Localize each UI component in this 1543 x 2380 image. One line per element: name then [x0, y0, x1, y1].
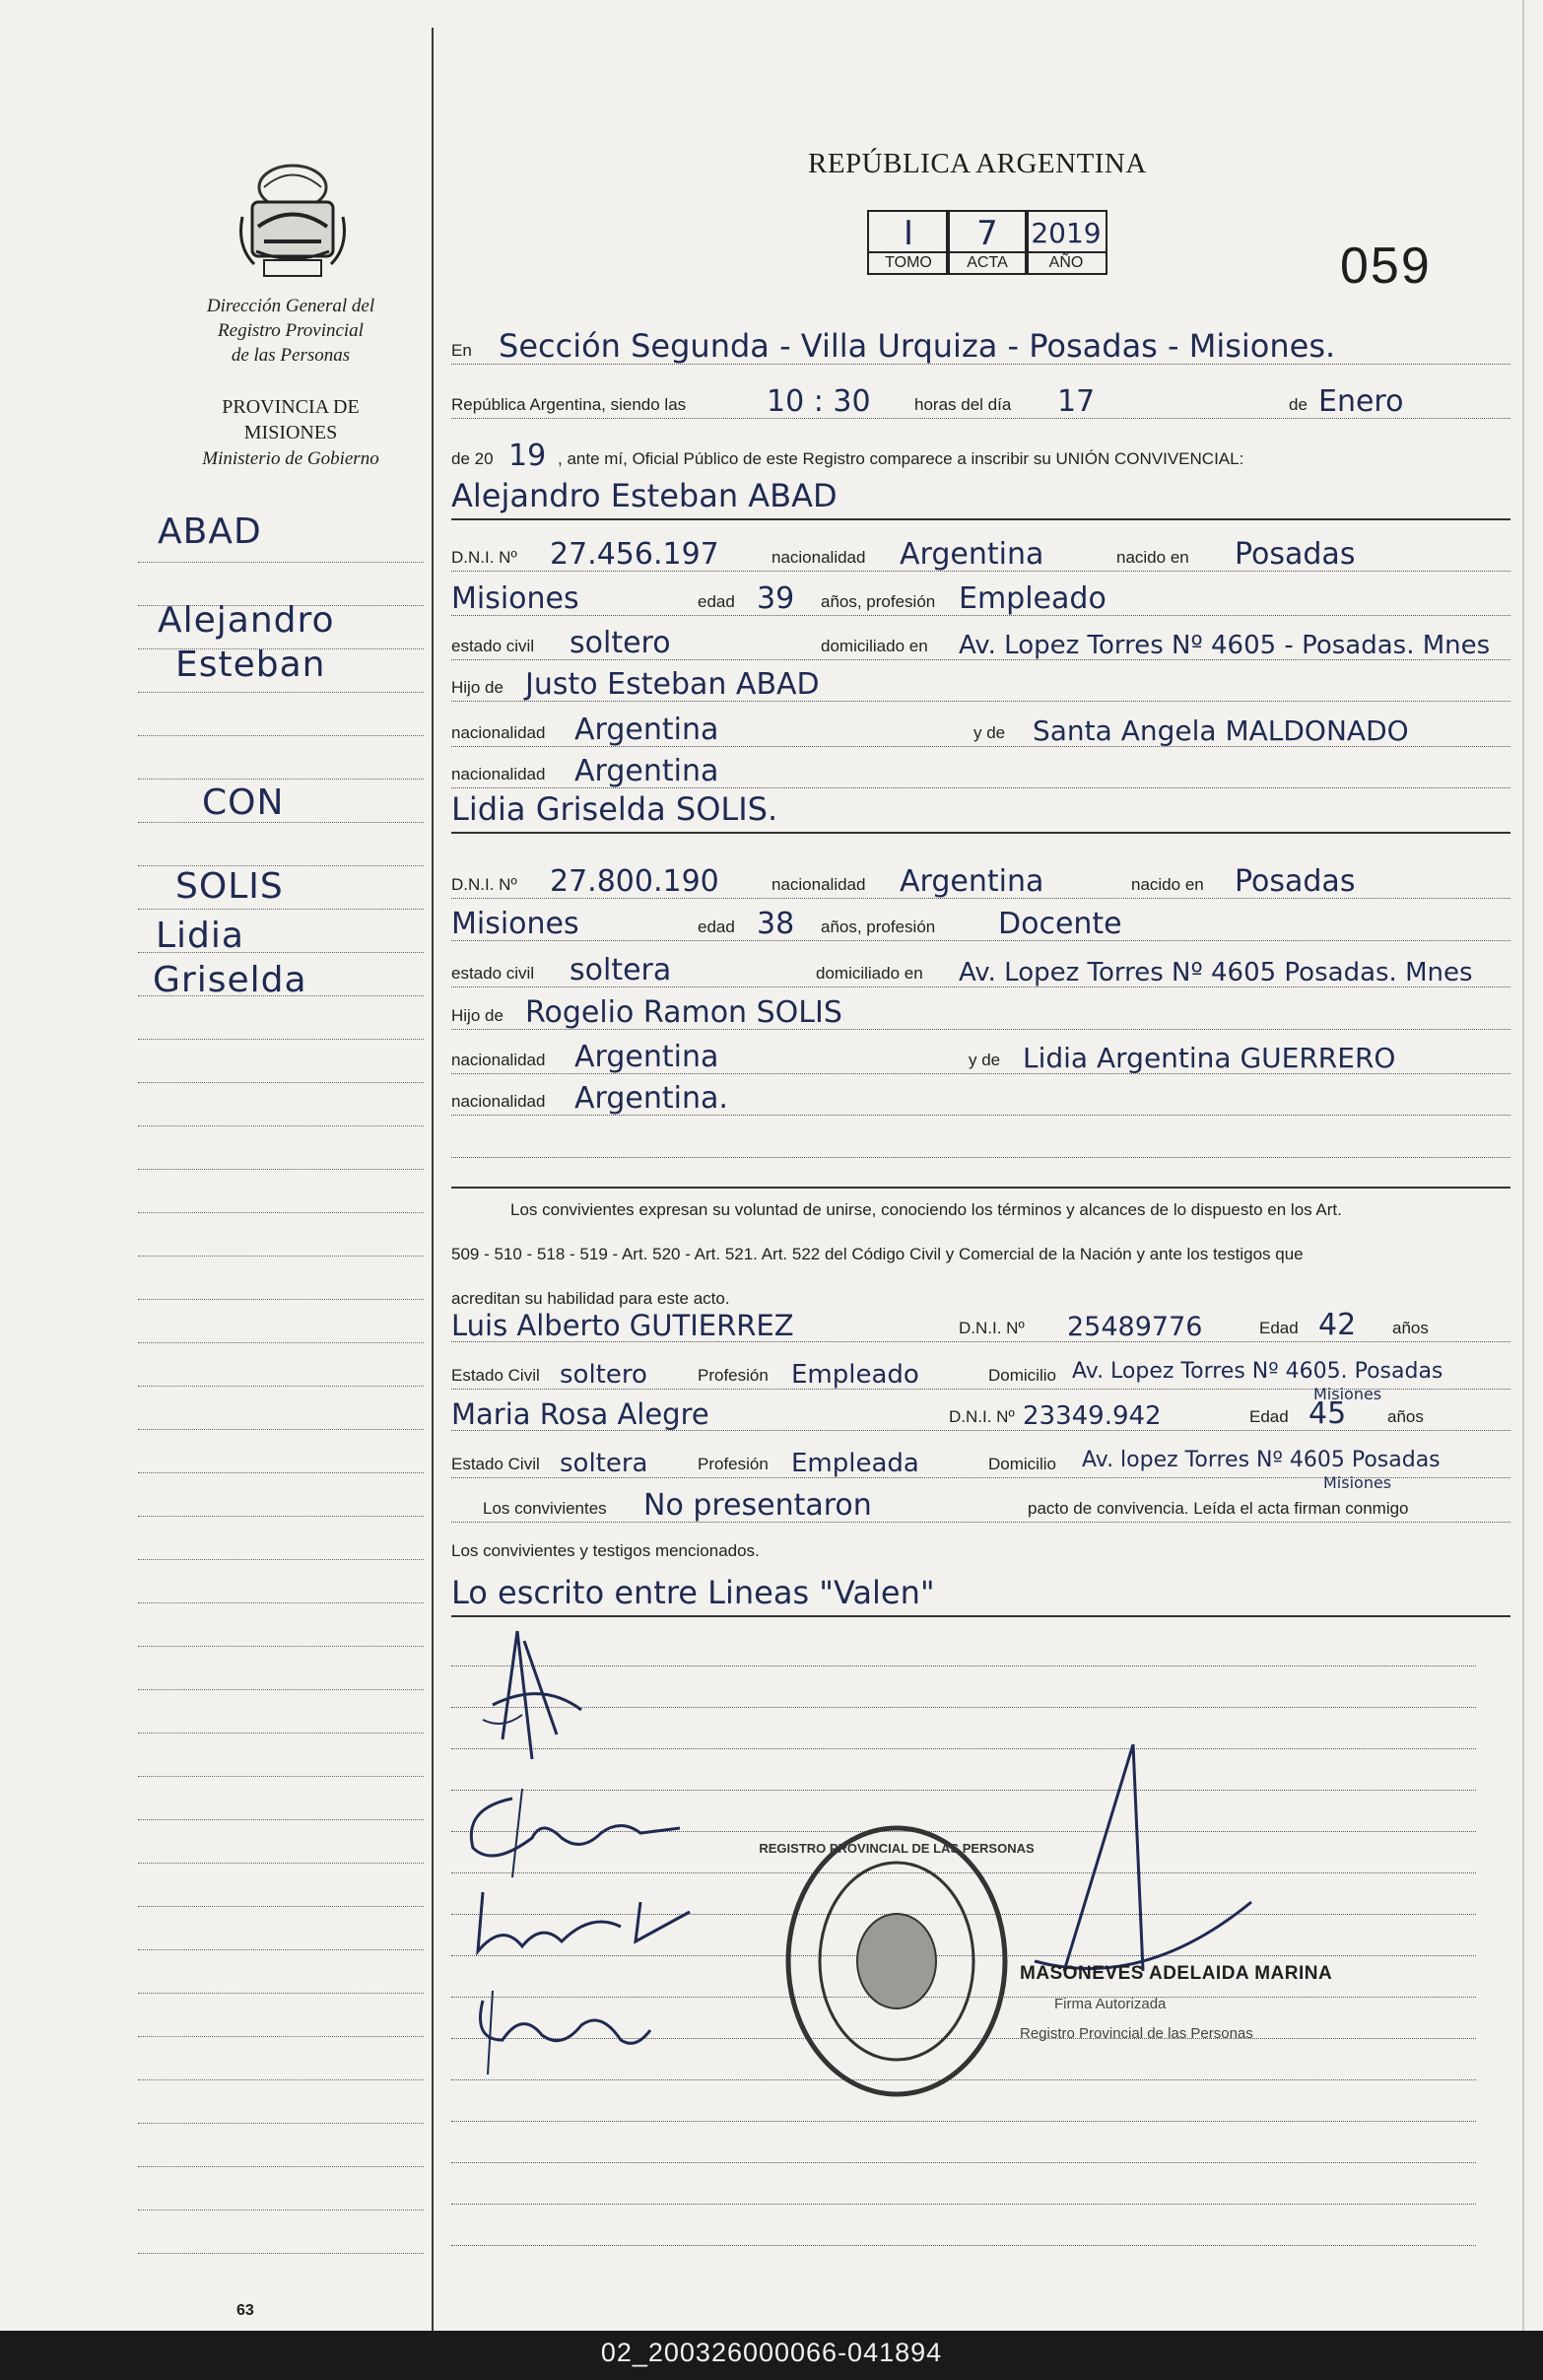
row-p1-edad [451, 577, 1510, 622]
w2-domicilio-2: Misiones [1323, 1473, 1392, 1492]
p1-nac-label: nacionalidad [772, 548, 866, 567]
p1-nacido-2: Misiones [451, 581, 579, 616]
sidebar-rule [138, 1386, 424, 1387]
row-p2-estado [451, 948, 1510, 993]
p1-nacido: Posadas [1235, 537, 1356, 572]
p2-nombre: Lidia Griselda SOLIS. [451, 790, 778, 828]
seccion-value: Sección Segunda - Villa Urquiza - Posadas - Misiones. [499, 327, 1336, 365]
row-w1-nombre [451, 1303, 1510, 1348]
signature-official [463, 1621, 601, 1769]
row-hora [451, 379, 1510, 425]
w1-nombre: Luis Alberto GUTIERREZ [451, 1309, 794, 1342]
sidebar-rule [138, 1169, 424, 1170]
sidebar-rule [138, 562, 424, 563]
office-line-3: de las Personas [231, 345, 351, 366]
signature-conviviente-2 [463, 1882, 700, 1971]
province-line-1: PROVINCIA DE [222, 396, 360, 418]
declaration-line-3: acreditan su habilidad para este acto. [451, 1289, 730, 1308]
main-rule [451, 2245, 1476, 2246]
p1-nac: Argentina [900, 537, 1044, 572]
p1-domicilio-label: domiciliado en [821, 637, 928, 655]
pacto-tail: pacto de convivencia. Leída el acta firman conmigo [1028, 1499, 1409, 1518]
anio-written: 19 [508, 439, 547, 473]
page-number: 63 [236, 2302, 254, 2319]
sidebar-rule [138, 1516, 424, 1517]
sidebar-rule [138, 2079, 424, 2080]
w2-profesion-label: Profesión [698, 1455, 769, 1473]
row-p1-madre [451, 708, 1510, 753]
seal-text: REGISTRO PROVINCIAL DE LAS PERSONAS [759, 1841, 1035, 1856]
sidebar-rule [138, 2036, 424, 2037]
acta-value: 7 [976, 214, 998, 253]
p2-hijo-label: Hijo de [451, 1006, 503, 1025]
p2-edad: 38 [757, 907, 795, 941]
row-w1-estado [451, 1350, 1510, 1403]
w1-domicilio-2: Misiones [1313, 1385, 1382, 1403]
p2-padre-nac-label: nacionalidad [451, 1051, 546, 1069]
sidebar-surname-1: ABAD [158, 511, 262, 552]
intro-text: , ante mí, Oficial Público de este Registro comparece a inscribir su UNIÓN CONVIVENCIAL: [558, 449, 1244, 468]
sidebar-given-2b: Griselda [153, 960, 307, 1000]
province-block [158, 394, 424, 472]
sidebar-rule [138, 2253, 424, 2254]
office-name [158, 294, 424, 368]
sidebar-rule [138, 1125, 424, 1126]
row-p2-nombre [451, 788, 1510, 834]
row-p2-madre-nac [451, 1076, 1510, 1122]
p1-padre: Justo Esteban ABAD [525, 667, 820, 702]
sidebar-rule [138, 735, 424, 736]
w1-edad: 42 [1318, 1308, 1357, 1342]
sidebar-connector: CON [202, 782, 285, 823]
p1-hijo-label: Hijo de [451, 678, 503, 697]
signer-office: Registro Provincial de las Personas [1020, 2025, 1253, 2042]
w1-estado-label: Estado Civil [451, 1366, 540, 1385]
folio-number: 059 [1340, 238, 1432, 295]
row-p2-padre [451, 990, 1510, 1036]
tomo-value: I [903, 214, 914, 253]
sidebar-rule [138, 909, 424, 910]
page-edge [1522, 0, 1524, 2331]
anio-box [1025, 210, 1107, 275]
siendo-label: República Argentina, siendo las [451, 395, 687, 414]
p2-domicilio-label: domiciliado en [816, 964, 923, 983]
p2-profesion: Docente [998, 907, 1122, 941]
w1-edad-label: Edad [1259, 1319, 1299, 1337]
sidebar-rule [138, 1429, 424, 1430]
w2-estado: soltera [560, 1449, 648, 1478]
p1-dni: 27.456.197 [550, 537, 719, 572]
p1-edad-label: edad [698, 592, 735, 611]
w1-dni-label: D.N.I. Nº [959, 1319, 1025, 1337]
sidebar-ruled-lines [138, 562, 424, 2306]
p2-dni: 27.800.190 [550, 864, 719, 899]
sidebar-rule [138, 1472, 424, 1473]
p2-madre-nac-label: nacionalidad [451, 1092, 546, 1111]
p2-padre: Rogelio Ramon SOLIS [525, 995, 842, 1030]
p2-domicilio: Av. Lopez Torres Nº 4605 Posadas. Mnes [959, 958, 1473, 987]
nota-value: Lo escrito entre Lineas "Valen" [451, 1574, 935, 1611]
w2-dni-label: D.N.I. Nº [949, 1407, 1015, 1426]
signature-testigo [463, 1981, 660, 2079]
sidebar-rule [138, 1082, 424, 1083]
w1-profesion: Empleado [791, 1360, 919, 1390]
tomo-label: TOMO [869, 251, 948, 273]
sidebar-given-1b: Esteban [175, 645, 326, 685]
p2-nac: Argentina [900, 864, 1044, 899]
p1-nombre: Alejandro Esteban ABAD [451, 477, 838, 514]
sidebar-given-1a: Alejandro [158, 600, 335, 641]
sidebar-rule [138, 1342, 424, 1343]
anio-label: AÑO [1027, 251, 1106, 273]
sidebar-rule [138, 2166, 424, 2167]
signature-conviviente-1 [453, 1779, 709, 1887]
w2-edad: 45 [1308, 1396, 1347, 1431]
row-pacto [451, 1483, 1510, 1529]
sidebar-rule [138, 1256, 424, 1257]
row-seccion [451, 325, 1510, 371]
en-label: En [451, 341, 472, 360]
ministry-name: Ministerio de Gobierno [202, 448, 379, 469]
office-line-2: Registro Provincial [218, 320, 364, 341]
w1-dni: 25489776 [1067, 1312, 1203, 1342]
p2-nacido: Posadas [1235, 864, 1356, 899]
row-w2-nombre [451, 1392, 1510, 1437]
sidebar-rule [138, 1949, 424, 1950]
closing-line-2: Los convivientes y testigos mencionados. [451, 1541, 760, 1560]
sidebar-given-2a: Lidia [156, 916, 244, 956]
row-nota [451, 1572, 1510, 1617]
margin-rule [432, 28, 434, 2331]
horas-label: horas del día [914, 395, 1012, 414]
row-p1-padre [451, 662, 1510, 708]
sidebar-rule [138, 1602, 424, 1603]
acta-label: ACTA [948, 251, 1027, 273]
row-blank-2 [451, 1143, 1510, 1189]
p1-dni-label: D.N.I. Nº [451, 548, 517, 567]
sidebar-surname-2: SOLIS [175, 866, 284, 907]
declaration-line-2: 509 - 510 - 518 - 519 - Art. 520 - Art. 521. Art. 522 del Código Civil y Comercial de la Nación y ante los testigos que [451, 1245, 1304, 1263]
p1-madre-nac: Argentina [574, 754, 719, 788]
main-rule [451, 2204, 1476, 2205]
sidebar-rule [138, 1863, 424, 1864]
p1-nacido-label: nacido en [1116, 548, 1189, 567]
sidebar-rule [138, 2123, 424, 2124]
row-p2-dni [451, 859, 1510, 905]
sidebar-rule [138, 1776, 424, 1777]
p2-estado: soltera [570, 953, 672, 987]
sidebar-rule [138, 1819, 424, 1820]
row-p2-edad [451, 902, 1510, 947]
provincial-crest-icon [235, 158, 351, 281]
p1-padre-nac: Argentina [574, 713, 719, 747]
sidebar-rule [138, 692, 424, 693]
row-w2-estado [451, 1439, 1510, 1492]
p1-domicilio: Av. Lopez Torres Nº 4605 - Posadas. Mnes [959, 631, 1491, 660]
tomo-box [867, 210, 950, 275]
w2-edad-label: Edad [1249, 1407, 1289, 1426]
sidebar-rule [138, 1039, 424, 1040]
pacto-value: No presentaron [643, 1488, 872, 1523]
row-p2-madre [451, 1035, 1510, 1080]
main-rule [451, 2121, 1476, 2122]
sidebar-rule [138, 1689, 424, 1690]
row-anio [451, 434, 1510, 479]
p1-madre-nac-label: nacionalidad [451, 765, 546, 783]
sidebar-rule [138, 1906, 424, 1907]
de20-label: de 20 [451, 449, 494, 468]
p2-estado-label: estado civil [451, 964, 535, 983]
w2-estado-label: Estado Civil [451, 1455, 540, 1473]
p2-madre-nac: Argentina. [574, 1081, 728, 1116]
sidebar-rule [138, 1993, 424, 1994]
declaration-line-1: Los convivientes expresan su voluntad de unirse, conociendo los términos y alcances de lo dispuesto en los Art. [510, 1200, 1342, 1219]
mes-value: Enero [1318, 384, 1404, 419]
p1-y-de-label: y de [973, 723, 1006, 742]
sidebar-rule [138, 1559, 424, 1560]
sidebar-rule [138, 1299, 424, 1300]
w1-profesion-label: Profesión [698, 1366, 769, 1385]
document-code: 02_200326000066-041894 [600, 2338, 943, 2367]
row-p1-nombre [451, 475, 1510, 520]
main-rule [451, 1748, 1476, 1749]
row-p1-dni [451, 532, 1510, 578]
w2-anios-label: años [1387, 1407, 1424, 1426]
dia-value: 17 [1057, 384, 1096, 419]
p2-nac-label: nacionalidad [772, 875, 866, 894]
convivientes-label: Los convivientes [483, 1499, 607, 1518]
province-line-2: MISIONES [243, 422, 338, 443]
p2-madre: Lidia Argentina GUERRERO [1023, 1042, 1396, 1074]
p2-y-de-label: y de [969, 1051, 1001, 1069]
de-mes-label: de [1289, 395, 1308, 414]
p1-estado-label: estado civil [451, 637, 535, 655]
p1-padre-nac-label: nacionalidad [451, 723, 546, 742]
row-closing-2 [451, 1526, 1510, 1571]
w2-domicilio: Av. lopez Torres Nº 4605 Posadas [1082, 1448, 1441, 1472]
office-line-1: Dirección General del [206, 296, 375, 316]
sidebar-rule [138, 779, 424, 780]
main-rule [451, 1707, 1476, 1708]
p1-edad: 39 [757, 581, 795, 616]
sidebar-rule [138, 1212, 424, 1213]
p2-profesion-label: años, profesión [821, 918, 936, 936]
signer-name: MASONEVES ADELAIDA MARINA [1020, 1963, 1333, 1984]
p1-estado: soltero [570, 626, 671, 660]
signer-role: Firma Autorizada [1054, 1996, 1167, 2012]
declaration-text [451, 1188, 1510, 1321]
p2-nacido-2: Misiones [451, 907, 579, 941]
sidebar-rule [138, 1646, 424, 1647]
w1-domicilio: Av. Lopez Torres Nº 4605. Posadas [1072, 1359, 1443, 1384]
sidebar-rule [138, 1733, 424, 1734]
p2-edad-label: edad [698, 918, 735, 936]
w2-profesion: Empleada [791, 1449, 919, 1478]
w1-estado: soltero [560, 1360, 647, 1390]
acta-box [946, 210, 1029, 275]
w1-anios-label: años [1392, 1319, 1429, 1337]
official-seal-icon [759, 1823, 1035, 2099]
p2-nacido-label: nacido en [1131, 875, 1204, 894]
country-heading: REPÚBLICA ARGENTINA [808, 148, 1147, 179]
p1-profesion-label: años, profesión [821, 592, 936, 611]
p1-madre: Santa Angela MALDONADO [1033, 714, 1409, 747]
w2-domicilio-label: Domicilio [988, 1455, 1056, 1473]
w1-domicilio-label: Domicilio [988, 1366, 1056, 1385]
main-rule [451, 2162, 1476, 2163]
p2-dni-label: D.N.I. Nº [451, 875, 517, 894]
row-p1-estado [451, 621, 1510, 666]
w2-nombre: Maria Rosa Alegre [451, 1397, 709, 1431]
p2-padre-nac: Argentina [574, 1040, 719, 1074]
w2-dni: 23349.942 [1023, 1401, 1162, 1431]
anio-value: 2019 [1031, 217, 1102, 249]
hora-value: 10 : 30 [767, 384, 871, 419]
p1-profesion: Empleado [959, 581, 1107, 616]
